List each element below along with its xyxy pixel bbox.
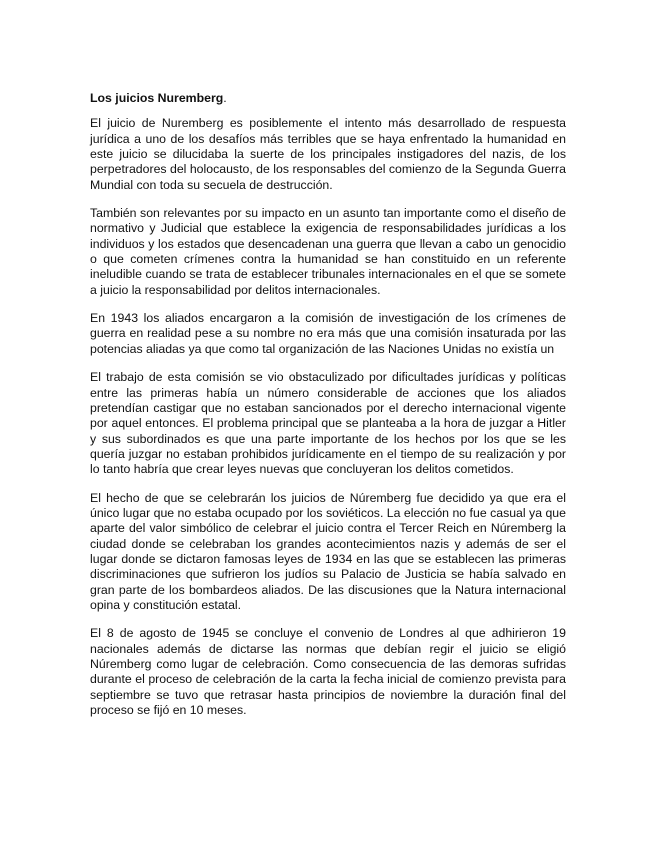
paragraph-3: En 1943 los aliados encargaron a la comisión de investigación de los crímenes de guerra en realidad pese a su nombre no era más que una comisión insaturada por las potencias aliadas ya que como tal organización de las Naciones Unidas no existía un [90,311,566,356]
document-page [90,91,566,731]
document-title-text: Los juicios Nuremberg [90,91,224,105]
document-title-suffix: . [223,91,227,105]
paragraph-2: También son relevantes por su impacto en un asunto tan importante como el diseño de normativo y Judicial que establece la exigencia de responsabilidades jurídicas a los individuos y los estados que desencadenan una guerra que llevan a cabo un genocidio o que cometen crímenes contra la humanidad se han constituido en un referente ineludible cuando se trata de establecer tribunales internacionales en el que se somete a juicio la responsabilidad por delitos internacionales. [90,206,566,297]
paragraph-1: El juicio de Nuremberg es posiblemente el intento más desarrollado de respuesta jurídica a uno de los desafíos más terribles que se haya enfrentado la humanidad en este juicio se dilucidaba la suerte de los principales instigadores del nazis, de los perpetradores del holocausto, de los responsables del comienzo de la Segunda Guerra Mundial con toda su secuela de destrucción. [90,116,566,192]
paragraph-5: El hecho de que se celebrarán los juicios de Núremberg fue decidido ya que era el único lugar que no estaba ocupado por los soviéticos. La elección no fue casual ya que aparte del valor simbólico de celebrar el juicio contra el Tercer Reich en Núremberg la ciudad donde se celebraban los grandes acontecimientos nazis y además de ser el lugar donde se dictaron famosas leyes de 1934 en las que se establecen las primeras discriminaciones que sufrieron los judíos su Palacio de Justicia se había salvado en gran parte de los bombardeos aliados. De las discusiones que la Natura internacional opina y constitución estatal. [90,490,566,612]
document-title [90,91,566,106]
paragraph-6: El 8 de agosto de 1945 se concluye el convenio de Londres al que adhirieron 19 nacionales además de dictarse las normas que debían regir el juicio se eligió Núremberg como lugar de celebración. Como consecuencia de las demoras sufridas durante el proceso de celebración de la carta la fecha inicial de comienzo prevista para septiembre se tuvo que retrasar hasta principios de noviembre la duración final del proceso se fijó en 10 meses. [90,626,566,718]
paragraph-4: El trabajo de esta comisión se vio obstaculizado por dificultades jurídicas y políticas entre las primeras había un número considerable de acciones que los aliados pretendían castigar que no estaban sancionados por el derecho internacional vigente por aquel entonces. El problema principal que se planteaba a la hora de juzgar a Hitler y sus subordinados es que una parte importante de los hechos por los que se les quería juzgar no estaban prohibidos jurídicamente en el tiempo de su realización y por lo tanto habría que crear leyes nuevas que concluyeran los delitos cometidos. [90,370,566,477]
